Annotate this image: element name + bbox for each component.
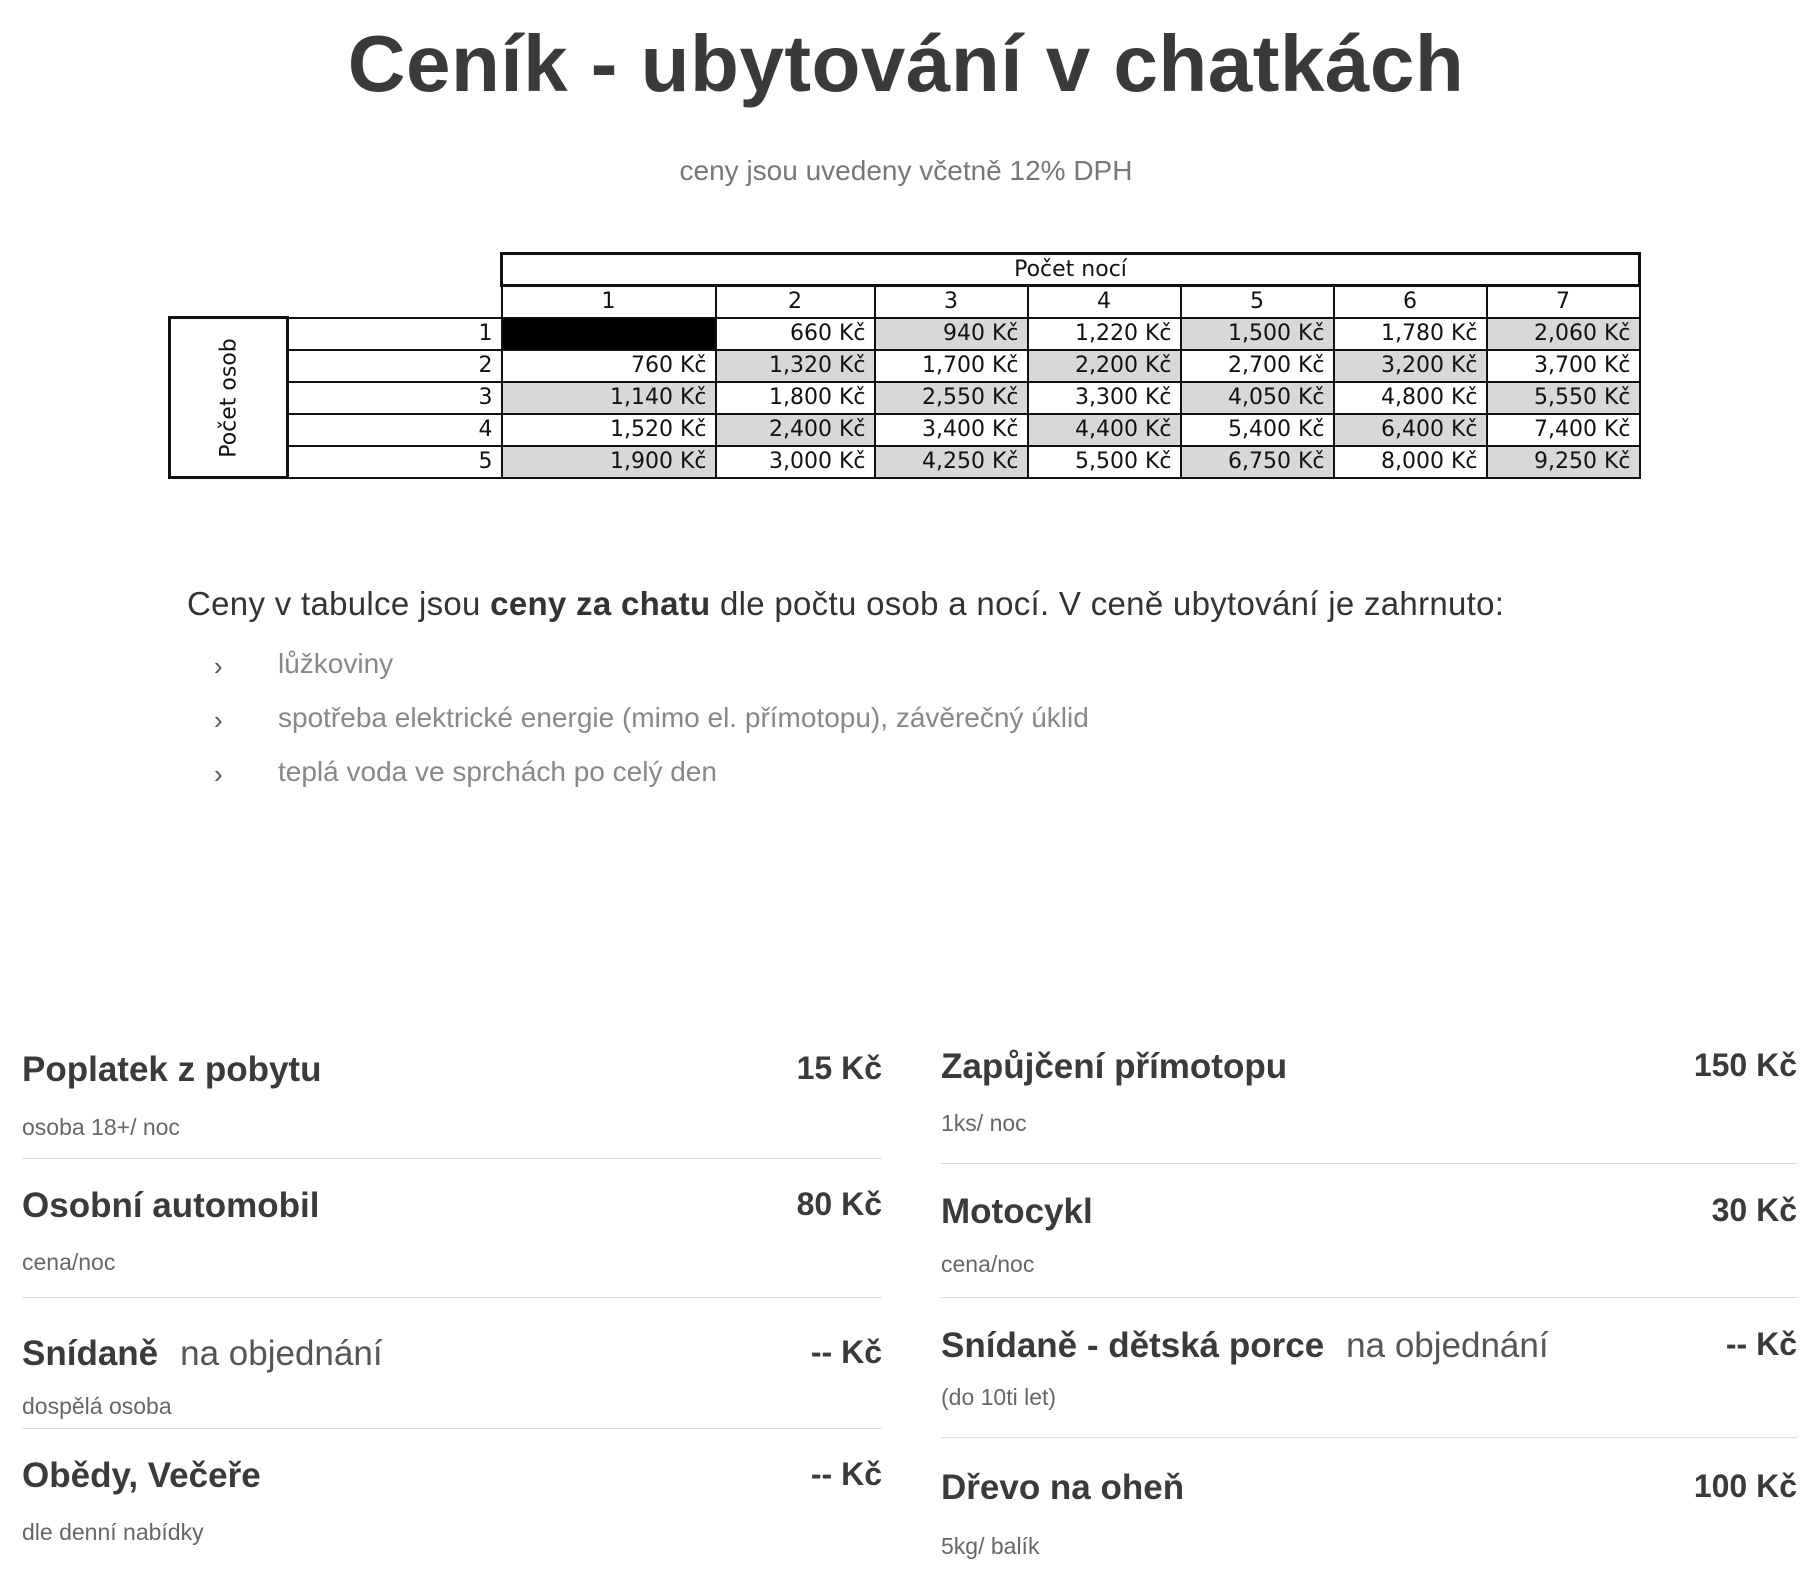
price-cell: 1,800 Kč bbox=[716, 382, 875, 414]
extra-item bbox=[22, 1429, 882, 1569]
price-cell: 4,050 Kč bbox=[1181, 382, 1334, 414]
included-list bbox=[210, 643, 1089, 805]
table-row bbox=[170, 382, 1640, 414]
list-item bbox=[210, 697, 1089, 751]
list-item-text: spotřeba elektrické energie (mimo el. přímotopu), závěrečný úklid bbox=[278, 702, 1089, 733]
price-cell: 6,400 Kč bbox=[1334, 414, 1487, 446]
extra-item-title: Snídaně bbox=[22, 1334, 159, 1373]
extra-item-price: -- Kč bbox=[810, 1456, 882, 1492]
extra-item-note: na objednání bbox=[180, 1334, 383, 1373]
price-cell: 3,300 Kč bbox=[1028, 382, 1181, 414]
chevron-right-icon: › bbox=[214, 651, 223, 681]
price-cell bbox=[502, 318, 716, 350]
extra-item-price: 30 Kč bbox=[1711, 1192, 1797, 1228]
nights-col-header: 4 bbox=[1028, 286, 1181, 318]
price-cell: 6,750 Kč bbox=[1181, 446, 1334, 478]
price-cell: 1,520 Kč bbox=[502, 414, 716, 446]
nights-col-header: 6 bbox=[1334, 286, 1487, 318]
list-item bbox=[210, 643, 1089, 697]
list-item-text: teplá voda ve sprchách po celý den bbox=[278, 756, 717, 787]
extra-item-name bbox=[941, 1326, 1549, 1366]
extras-right bbox=[941, 1035, 1797, 1578]
nights-header: Počet nocí bbox=[502, 254, 1640, 286]
extra-item bbox=[941, 1298, 1797, 1438]
price-cell: 8,000 Kč bbox=[1334, 446, 1487, 478]
extra-item-price: 15 Kč bbox=[796, 1050, 882, 1086]
persons-header bbox=[170, 318, 288, 478]
price-cell: 5,400 Kč bbox=[1181, 414, 1334, 446]
price-cell: 1,220 Kč bbox=[1028, 318, 1181, 350]
intro-bold: ceny za chatu bbox=[490, 585, 711, 622]
price-cell: 1,900 Kč bbox=[502, 446, 716, 478]
intro-before: Ceny v tabulce jsou bbox=[187, 585, 491, 622]
extra-item-title: Obědy, Večeře bbox=[22, 1456, 261, 1495]
extra-item-price: -- Kč bbox=[810, 1334, 882, 1370]
price-cell: 660 Kč bbox=[716, 318, 875, 350]
extra-item-name bbox=[22, 1050, 321, 1090]
extra-item-name bbox=[22, 1334, 383, 1374]
price-cell: 2,200 Kč bbox=[1028, 350, 1181, 382]
price-cell: 1,780 Kč bbox=[1334, 318, 1487, 350]
table-row bbox=[170, 350, 1640, 382]
extra-item bbox=[941, 1438, 1797, 1578]
extra-item-title: Motocykl bbox=[941, 1192, 1093, 1231]
chevron-right-icon: › bbox=[214, 759, 223, 789]
extra-item-price: 100 Kč bbox=[1693, 1468, 1797, 1504]
extra-item bbox=[22, 1159, 882, 1298]
persons-count: 4 bbox=[288, 414, 502, 446]
extra-item bbox=[941, 1035, 1797, 1164]
extra-item-title: Poplatek z pobytu bbox=[22, 1050, 322, 1089]
nights-col-header: 3 bbox=[875, 286, 1028, 318]
persons-count: 5 bbox=[288, 446, 502, 478]
chevron-right-icon: › bbox=[214, 705, 223, 735]
nights-col-header: 5 bbox=[1181, 286, 1334, 318]
extra-item-name bbox=[22, 1186, 319, 1226]
extra-item-name bbox=[941, 1192, 1093, 1232]
nights-col-header: 1 bbox=[502, 286, 716, 318]
extra-item bbox=[22, 1035, 882, 1159]
price-table bbox=[168, 252, 1641, 479]
price-cell: 5,500 Kč bbox=[1028, 446, 1181, 478]
price-cell: 760 Kč bbox=[502, 350, 716, 382]
persons-count: 3 bbox=[288, 382, 502, 414]
vat-note: ceny jsou uvedeny včetně 12% DPH bbox=[679, 155, 1133, 186]
intro-after: dle počtu osob a nocí. V ceně ubytování je zahrnuto: bbox=[710, 585, 1505, 622]
extra-item-desc: dospělá osoba bbox=[22, 1393, 172, 1419]
nights-col-header: 7 bbox=[1487, 286, 1640, 318]
extra-item-title: Osobní automobil bbox=[22, 1186, 320, 1225]
table-row bbox=[170, 318, 1640, 350]
extra-item-desc: osoba 18+/ noc bbox=[22, 1114, 180, 1140]
extra-item-desc: dle denní nabídky bbox=[22, 1519, 204, 1545]
price-cell: 5,550 Kč bbox=[1487, 382, 1640, 414]
table-row bbox=[170, 414, 1640, 446]
price-cell: 1,140 Kč bbox=[502, 382, 716, 414]
price-cell: 1,320 Kč bbox=[716, 350, 875, 382]
extra-item-name bbox=[941, 1468, 1184, 1508]
price-cell: 3,200 Kč bbox=[1334, 350, 1487, 382]
list-item-text: lůžkoviny bbox=[278, 648, 394, 679]
price-cell: 3,400 Kč bbox=[875, 414, 1028, 446]
persons-count: 1 bbox=[288, 318, 502, 350]
persons-count: 2 bbox=[288, 350, 502, 382]
extra-item-price: 80 Kč bbox=[796, 1186, 882, 1222]
price-cell: 3,700 Kč bbox=[1487, 350, 1640, 382]
price-cell: 4,250 Kč bbox=[875, 446, 1028, 478]
price-cell: 2,550 Kč bbox=[875, 382, 1028, 414]
price-cell: 2,700 Kč bbox=[1181, 350, 1334, 382]
extras-left bbox=[22, 1035, 882, 1569]
intro-text bbox=[187, 585, 1504, 623]
extra-item-name bbox=[22, 1456, 261, 1496]
extra-item-title: Dřevo na oheň bbox=[941, 1468, 1185, 1507]
persons-label: Počet osob bbox=[216, 337, 241, 458]
price-cell: 2,060 Kč bbox=[1487, 318, 1640, 350]
extra-item-desc: 1ks/ noc bbox=[941, 1110, 1027, 1136]
extra-item-price: -- Kč bbox=[1725, 1326, 1797, 1362]
extra-item-title: Zapůjčení přímotopu bbox=[941, 1047, 1288, 1086]
price-cell: 940 Kč bbox=[875, 318, 1028, 350]
price-cell: 9,250 Kč bbox=[1487, 446, 1640, 478]
page-title: Ceník - ubytování v chatkách bbox=[347, 19, 1465, 108]
extra-item-note: na objednání bbox=[1346, 1326, 1549, 1365]
list-item bbox=[210, 751, 1089, 805]
extra-item-desc: cena/noc bbox=[941, 1251, 1035, 1277]
price-cell: 7,400 Kč bbox=[1487, 414, 1640, 446]
extra-item-desc: cena/noc bbox=[22, 1249, 116, 1275]
price-cell: 1,700 Kč bbox=[875, 350, 1028, 382]
extra-item-desc: (do 10ti let) bbox=[941, 1384, 1057, 1410]
price-cell: 3,000 Kč bbox=[716, 446, 875, 478]
nights-col-header: 2 bbox=[716, 286, 875, 318]
extra-item-desc: 5kg/ balík bbox=[941, 1533, 1040, 1559]
extra-item-price: 150 Kč bbox=[1693, 1047, 1797, 1083]
extra-item bbox=[941, 1164, 1797, 1298]
price-cell: 1,500 Kč bbox=[1181, 318, 1334, 350]
price-cell: 4,400 Kč bbox=[1028, 414, 1181, 446]
price-cell: 2,400 Kč bbox=[716, 414, 875, 446]
table-row bbox=[170, 446, 1640, 478]
extra-item bbox=[22, 1298, 882, 1429]
price-cell: 4,800 Kč bbox=[1334, 382, 1487, 414]
extra-item-title: Snídaně - dětská porce bbox=[941, 1326, 1325, 1365]
extra-item-name bbox=[941, 1047, 1287, 1087]
